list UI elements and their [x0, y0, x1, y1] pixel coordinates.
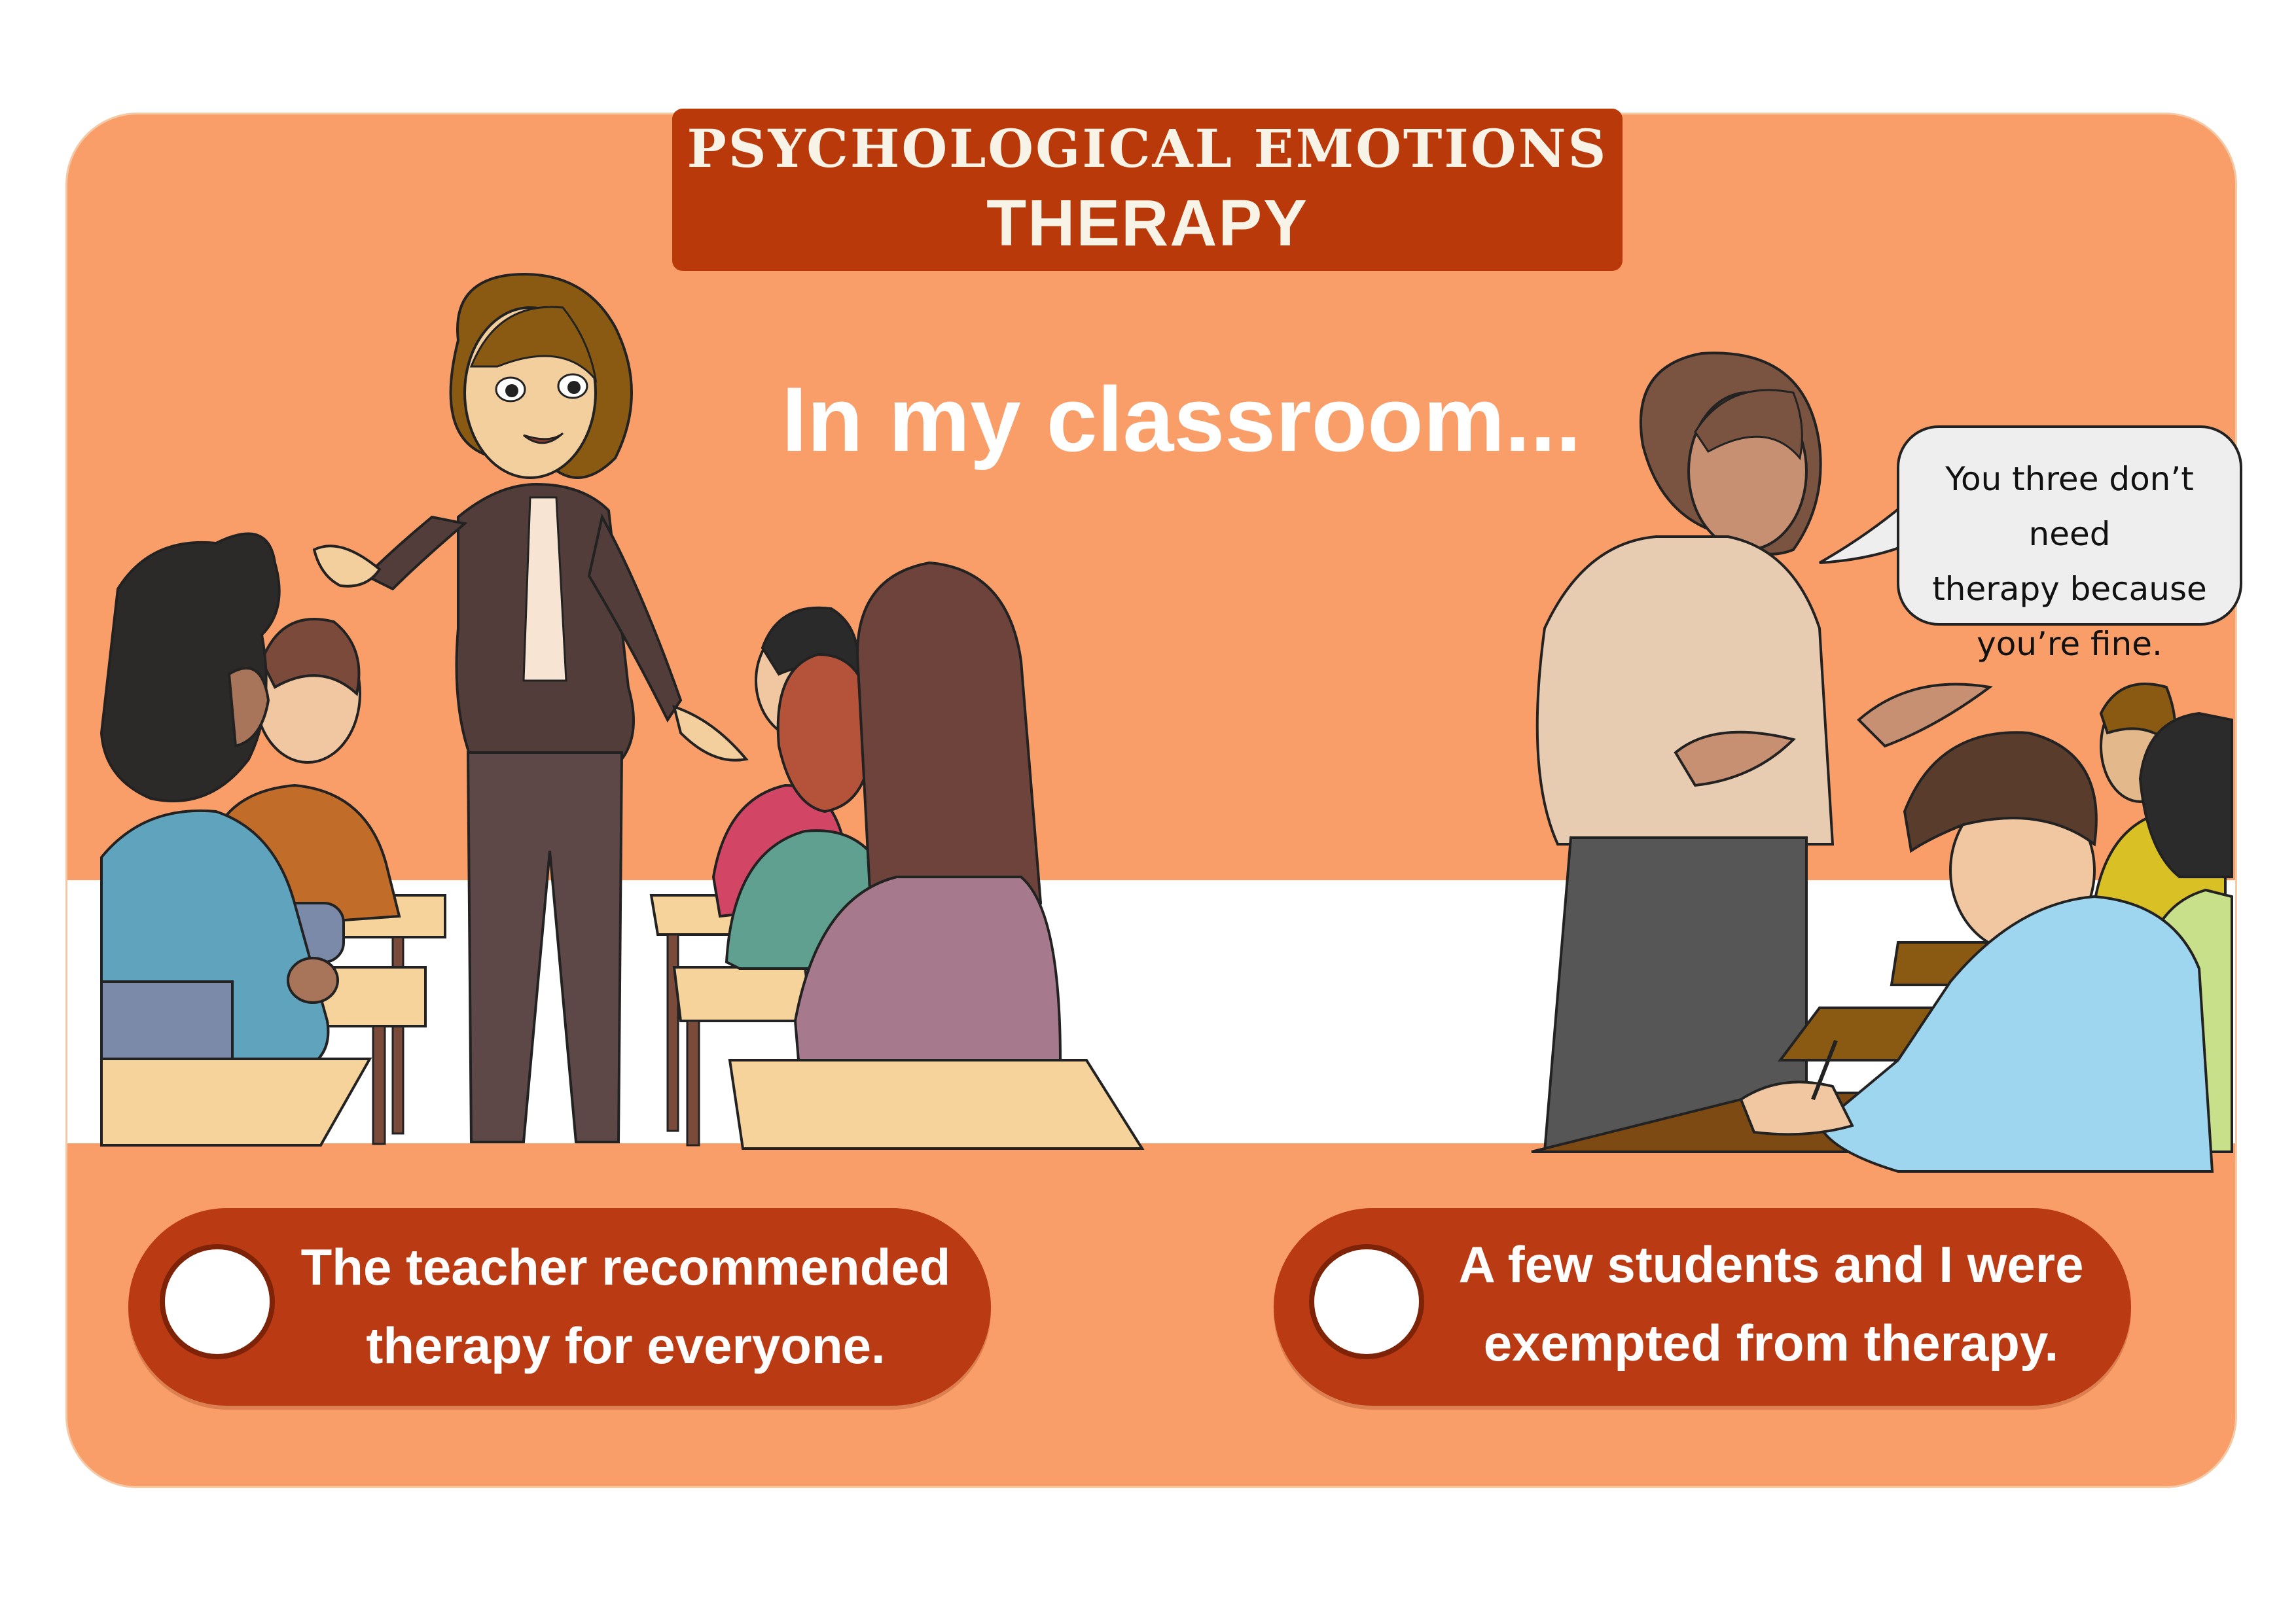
- option-text-line: A few students and I were: [1458, 1236, 2084, 1293]
- speech-line: You three don’t need: [1945, 460, 2194, 553]
- option-text: [1424, 1225, 2118, 1382]
- option-radio-circle[interactable]: [160, 1244, 275, 1359]
- speech-bubble-text: [1902, 452, 2237, 671]
- option-radio-circle[interactable]: [1309, 1244, 1424, 1359]
- headline: In my classroom...: [781, 368, 1581, 471]
- title-banner: [672, 109, 1623, 271]
- option-text-line: therapy for everyone.: [366, 1317, 886, 1374]
- option-text-line: exempted from therapy.: [1483, 1314, 2059, 1372]
- title-line-2: THERAPY: [986, 187, 1308, 260]
- title-line-1: PSYCHOLOGICAL EMOTIONS: [687, 118, 1608, 179]
- speech-line: therapy because: [1932, 570, 2207, 608]
- option-exempted[interactable]: [1274, 1208, 2131, 1406]
- option-text-line: The teacher recommended: [300, 1238, 951, 1296]
- option-text: [272, 1228, 979, 1385]
- speech-line: you’re fine.: [1977, 625, 2162, 663]
- option-teacher-recommended[interactable]: [128, 1208, 991, 1406]
